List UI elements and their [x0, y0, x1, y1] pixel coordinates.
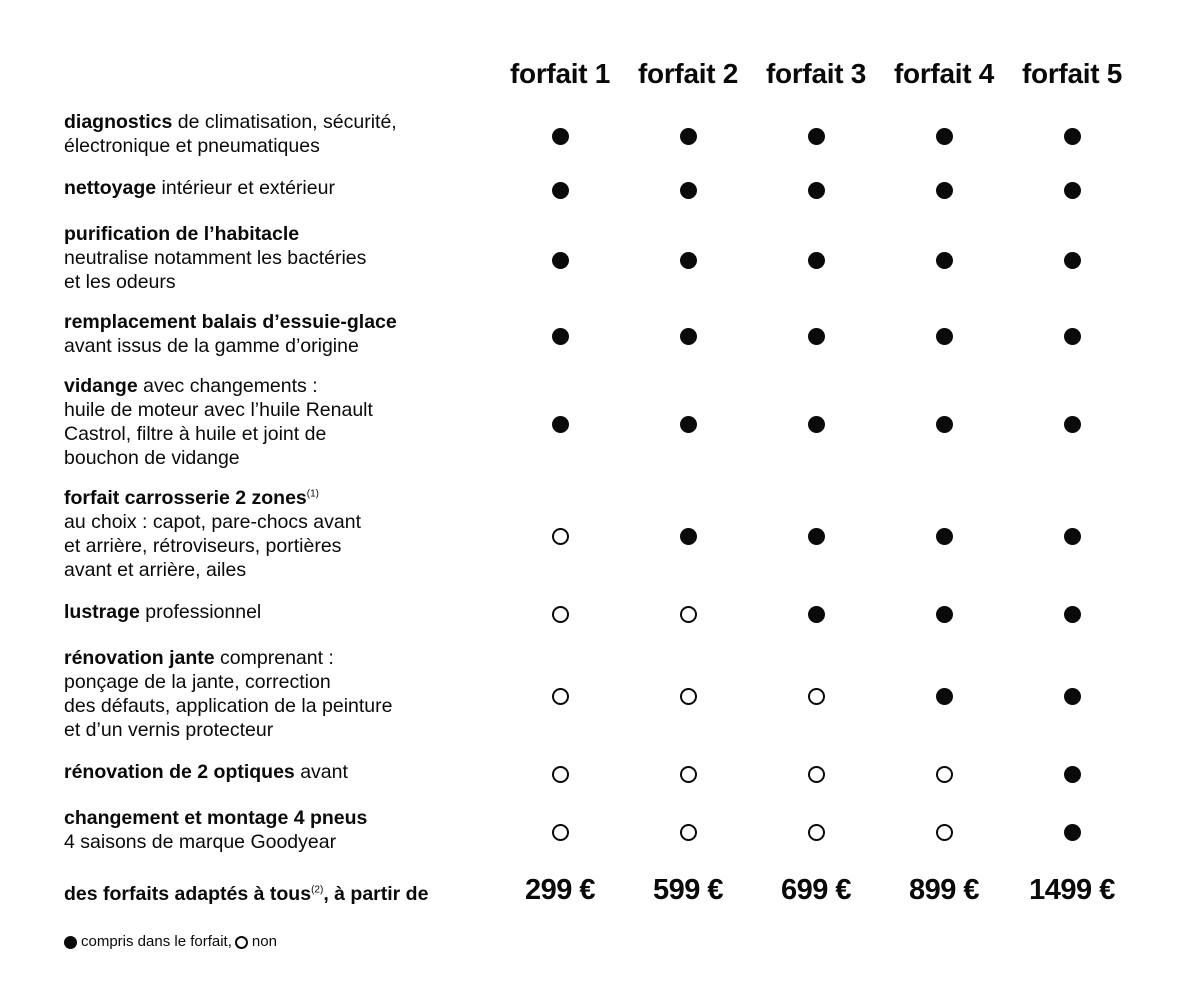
included-dot-icon [808, 606, 825, 623]
included-dot-icon [808, 416, 825, 433]
not-included-circle-icon [680, 688, 697, 705]
row-label [64, 110, 494, 158]
included-dot-icon [936, 416, 953, 433]
included-dot-icon [1064, 766, 1081, 783]
row-label-bold: forfait carrosserie 2 zones [64, 487, 307, 509]
included-dot-icon [1064, 528, 1081, 545]
price-forfait-4: 899 € [908, 874, 980, 906]
not-included-circle-icon [936, 766, 953, 783]
row-label-bold: rénovation jante [64, 647, 215, 669]
included-dot-icon [808, 328, 825, 345]
not-included-circle-icon [680, 766, 697, 783]
table-header [0, 58, 1200, 98]
not-included-circle-icon [936, 824, 953, 841]
column-header-forfait-3: forfait 3 [766, 58, 866, 89]
row-label [64, 600, 494, 624]
legend-yes-text: compris dans le forfait, [81, 933, 232, 950]
row-label-text: avant issus de la gamme d’origine [64, 335, 359, 357]
included-dot-icon [808, 182, 825, 199]
legend-no-text: non [251, 933, 277, 950]
row-label-text: neutralise notamment les bactéries et les odeurs [64, 247, 367, 293]
not-included-circle-icon [552, 766, 569, 783]
row-label-text: avec changements : huile de moteur avec l’huile Renault Castrol, filtre à huile et joint de bouchon de vidange [64, 375, 373, 469]
included-dot-icon [936, 528, 953, 545]
price-row-label-bold: des forfaits adaptés à tous [64, 883, 312, 905]
price-row-label [64, 882, 494, 906]
row-label [64, 222, 494, 294]
included-dot-icon [936, 252, 953, 269]
row-label-text: comprenant : ponçage de la jante, correction des défauts, application de la peinture et d’un vernis protecteur [64, 647, 393, 741]
empty-circle-icon [235, 936, 248, 949]
included-dot-icon [680, 128, 697, 145]
included-dot-icon [1064, 182, 1081, 199]
row-label-bold: nettoyage [64, 177, 157, 199]
row-label [64, 646, 494, 742]
price-forfait-2: 599 € [652, 874, 724, 906]
row-label [64, 806, 494, 854]
included-dot-icon [552, 252, 569, 269]
row-label-text: avant [294, 761, 348, 783]
row-footnote: (1) [306, 488, 320, 500]
included-dot-icon [1064, 688, 1081, 705]
row-label-bold: diagnostics [64, 111, 173, 133]
included-dot-icon [936, 606, 953, 623]
column-header-forfait-1: forfait 1 [510, 58, 610, 89]
price-forfait-3: 699 € [780, 874, 852, 906]
column-header-forfait-2: forfait 2 [638, 58, 738, 89]
included-dot-icon [680, 182, 697, 199]
included-dot-icon [552, 128, 569, 145]
included-dot-icon [680, 252, 697, 269]
row-label-bold: lustrage [64, 601, 140, 623]
row-label-text: 4 saisons de marque Goodyear [64, 831, 337, 853]
row-label-bold: vidange [64, 375, 138, 397]
included-dot-icon [1064, 606, 1081, 623]
included-dot-icon [552, 328, 569, 345]
not-included-circle-icon [680, 824, 697, 841]
not-included-circle-icon [680, 606, 697, 623]
included-dot-icon [552, 416, 569, 433]
row-label [64, 374, 494, 470]
included-dot-icon [936, 128, 953, 145]
not-included-circle-icon [552, 688, 569, 705]
included-dot-icon [936, 688, 953, 705]
row-label-description: au choix : capot, pare-chocs avant et arrière, rétroviseurs, portières avant et arrière, ailes [64, 511, 362, 581]
row-label [64, 310, 494, 358]
included-dot-icon [808, 252, 825, 269]
included-dot-icon [1064, 128, 1081, 145]
not-included-circle-icon [552, 824, 569, 841]
price-forfait-5: 1499 € [1029, 874, 1115, 906]
included-dot-icon [1064, 416, 1081, 433]
included-dot-icon [936, 182, 953, 199]
not-included-circle-icon [552, 606, 569, 623]
included-dot-icon [1064, 824, 1081, 841]
row-label-text: de climatisation, sécurité, électronique et pneumatiques [64, 111, 397, 157]
included-dot-icon [936, 328, 953, 345]
not-included-circle-icon [808, 766, 825, 783]
filled-dot-icon [64, 936, 77, 949]
legend [64, 932, 277, 952]
not-included-circle-icon [808, 688, 825, 705]
column-header-forfait-5: forfait 5 [1022, 58, 1122, 89]
row-label-bold: remplacement balais d’essuie-glace [64, 311, 397, 333]
included-dot-icon [680, 416, 697, 433]
included-dot-icon [808, 128, 825, 145]
row-label-text: intérieur et extérieur [156, 177, 335, 199]
row-label-bold: purification de l’habitacle [64, 223, 300, 245]
row-label [64, 176, 494, 200]
not-included-circle-icon [808, 824, 825, 841]
not-included-circle-icon [552, 528, 569, 545]
row-label-bold: rénovation de 2 optiques [64, 761, 295, 783]
price-row-label-after: , à partir de [323, 883, 429, 905]
column-header-forfait-4: forfait 4 [894, 58, 994, 89]
included-dot-icon [680, 528, 697, 545]
included-dot-icon [1064, 328, 1081, 345]
included-dot-icon [552, 182, 569, 199]
included-dot-icon [1064, 252, 1081, 269]
included-dot-icon [808, 528, 825, 545]
price-row-footnote: (2) [311, 884, 324, 896]
row-label-text: professionnel [139, 601, 262, 623]
price-forfait-1: 299 € [524, 874, 596, 906]
included-dot-icon [680, 328, 697, 345]
row-label [64, 486, 494, 582]
row-label-bold: changement et montage 4 pneus [64, 807, 368, 829]
row-label [64, 760, 494, 784]
